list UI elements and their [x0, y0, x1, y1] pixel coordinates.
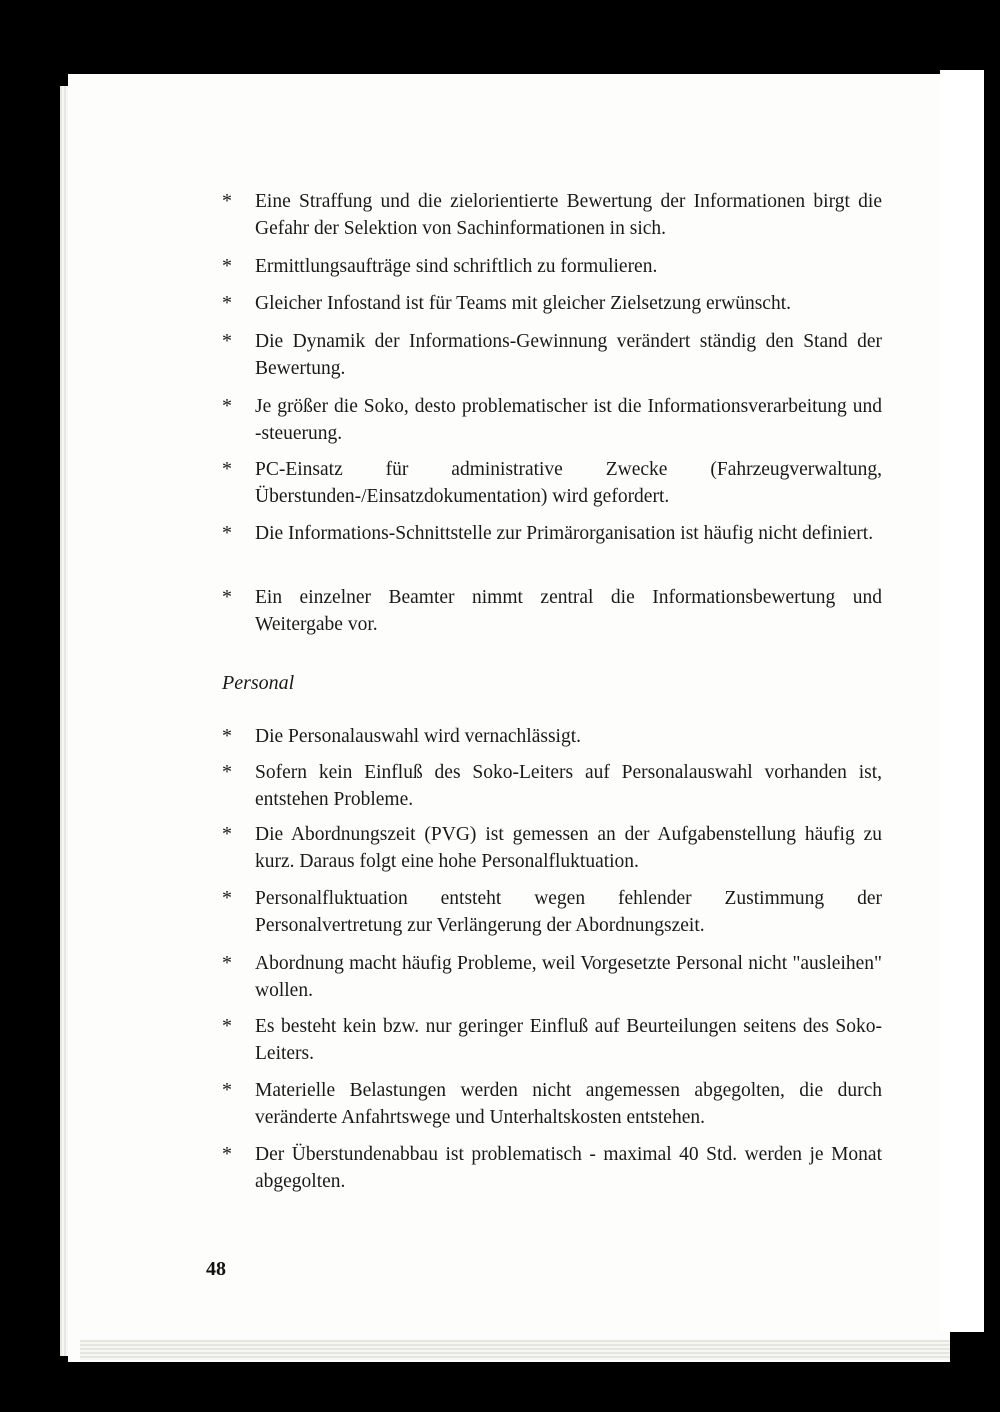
bullet-icon: *	[222, 458, 232, 480]
bullet-icon: *	[222, 330, 232, 352]
list-item-text: Gleicher Infostand ist für Teams mit gleicher Zielsetzung erwünscht.	[255, 293, 791, 314]
bullet-icon: *	[222, 823, 232, 845]
list-item	[222, 821, 882, 875]
list-item-text: Eine Straffung und die zielorientierte Bewertung der Informationen birgt die Gefahr der Selektion von Sachinformationen in sich.	[255, 191, 882, 239]
bullet-icon: *	[222, 1143, 232, 1165]
list-item	[222, 584, 882, 638]
list-item	[222, 393, 882, 447]
list-item	[222, 950, 882, 1004]
bullet-icon: *	[222, 522, 232, 544]
list-item	[222, 188, 882, 242]
page-right-margin	[940, 70, 984, 1332]
list-item	[222, 1013, 882, 1067]
list-item-text: Ein einzelner Beamter nimmt zentral die Informationsbewertung und Weitergabe vor.	[255, 587, 882, 635]
bullet-icon: *	[222, 761, 232, 783]
list-item-text: Die Personalauswahl wird vernachlässigt.	[255, 726, 581, 747]
list-item-text: Der Überstundenabbau ist problematisch - maximal 40 Std. werden je Monat abgegolten.	[255, 1144, 882, 1192]
bullet-icon: *	[222, 255, 232, 277]
bullet-icon: *	[222, 190, 232, 212]
list-item-text: Materielle Belastungen werden nicht angemessen abgegolten, die durch veränderte Anfahrtswege und Unterhaltskosten entstehen.	[255, 1080, 882, 1128]
list-item	[222, 253, 882, 280]
list-item	[222, 290, 882, 317]
bullet-icon: *	[222, 887, 232, 909]
list-item	[222, 723, 882, 750]
list-item	[222, 759, 882, 813]
list-item-text: Die Informations-Schnittstelle zur Primärorganisation ist häufig nicht definiert.	[255, 523, 874, 544]
list-item	[222, 885, 882, 939]
bullet-icon: *	[222, 292, 232, 314]
list-item-text: Sofern kein Einfluß des Soko-Leiters auf Personalauswahl vorhanden ist, entstehen Probleme.	[255, 762, 882, 810]
list-item	[222, 456, 882, 510]
list-item	[222, 1141, 882, 1195]
list-item	[222, 520, 882, 547]
list-item-text: Personalfluktuation entsteht wegen fehlender Zustimmung der Personalvertretung zur Verlängerung der Abordnungszeit.	[255, 888, 882, 936]
list-item-text: Abordnung macht häufig Probleme, weil Vorgesetzte Personal nicht "ausleihen" wollen.	[255, 953, 882, 1001]
bullet-icon: *	[222, 395, 232, 417]
list-item-text: Die Abordnungszeit (PVG) ist gemessen an der Aufgabenstellung häufig zu kurz. Daraus folgt eine hohe Personalfluktuation.	[255, 824, 882, 872]
bullet-icon: *	[222, 1079, 232, 1101]
bullet-icon: *	[222, 586, 232, 608]
page-number: 48	[206, 1258, 226, 1280]
bullet-icon: *	[222, 725, 232, 747]
list-item-text: Es besteht kein bzw. nur geringer Einfluß auf Beurteilungen seitens des Soko-Leiters.	[255, 1016, 882, 1064]
bullet-icon: *	[222, 1015, 232, 1037]
page-stack-bottom-edge	[80, 1340, 950, 1360]
list-item-text: PC-Einsatz für administrative Zwecke (Fahrzeugverwaltung, Überstunden-/Einsatzdokumentation) wird gefordert.	[255, 459, 882, 507]
list-item-text: Je größer die Soko, desto problematischer ist die Informationsverarbeitung und -steuerung.	[255, 396, 882, 444]
list-item	[222, 328, 882, 382]
bullet-icon: *	[222, 952, 232, 974]
section-heading: Personal	[222, 672, 295, 694]
list-item	[222, 1077, 882, 1131]
list-item-text: Ermittlungsaufträge sind schriftlich zu formulieren.	[255, 256, 658, 277]
list-item-text: Die Dynamik der Informations-Gewinnung verändert ständig den Stand der Bewertung.	[255, 331, 882, 379]
